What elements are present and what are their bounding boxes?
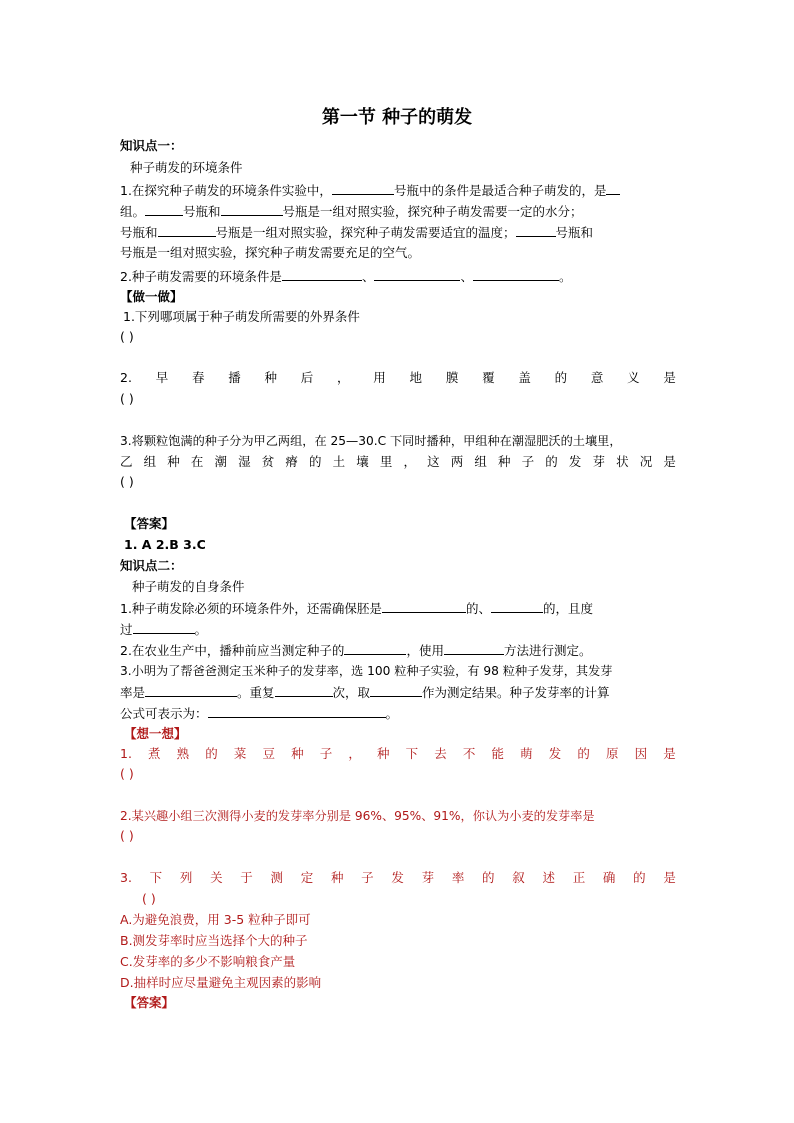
spread-char: 是 <box>663 370 676 385</box>
think-answer-heading: 【答案】 <box>124 995 175 1010</box>
kp2-q1-line1 <box>120 598 676 620</box>
kp2-q3-text-d: 次，取 <box>332 685 371 700</box>
kp2-q3-line1: 3.小明为了帮爸爸测定玉米种子的发芽率，选 100 粒种子实验，有 98 粒种子发芽，其发芽 <box>120 664 613 678</box>
think-q1-paren: ( ) <box>120 766 134 781</box>
practice-q2-paren: ( ) <box>120 391 134 406</box>
spread-char: 状 <box>616 454 629 469</box>
blank <box>516 222 556 237</box>
blank <box>275 682 333 697</box>
separator: 、 <box>460 269 473 284</box>
spread-char: 义 <box>627 370 640 385</box>
spread-char: 用 <box>373 370 386 385</box>
spread-char: 列 <box>179 870 193 885</box>
spread-char: 春 <box>191 370 205 385</box>
spread-char: 贫 <box>261 454 275 469</box>
kp1-q1-line4: 号瓶是一组对照实验，探究种子萌发需要充足的空气。 <box>120 245 421 260</box>
blank <box>374 266 460 281</box>
spread-char: 的 <box>577 746 590 761</box>
kp2-q1-text-c: 的，且度 <box>542 601 593 616</box>
spread-char: 的 <box>205 746 218 761</box>
spread-char: 种 <box>330 870 344 885</box>
think-q3-option-d: D.抽样时应尽量避免主观因素的影响 <box>120 975 322 990</box>
spread-char: ， <box>348 746 361 761</box>
spread-char: 原 <box>606 746 619 761</box>
blank <box>344 640 406 655</box>
spread-char: 是 <box>663 870 676 885</box>
blank <box>473 266 559 281</box>
spread-char: 下 <box>405 746 419 761</box>
think-q3-spread <box>120 868 676 889</box>
spread-char: 子 <box>361 870 374 885</box>
kp1-q1-text-a: 1.在探究种子萌发的环境条件实验中， <box>120 183 332 198</box>
spread-char: 下 <box>149 870 163 885</box>
kp1-q2 <box>120 266 676 288</box>
blank <box>158 222 216 237</box>
kp2-q3-text-f: 公式可表示为： <box>120 706 208 721</box>
kp1-q1-text-g: 号瓶是一组对照实验，探究种子萌发需要适宜的温度； <box>215 225 516 240</box>
practice-answers: 1. A 2.B 3.C <box>124 537 206 552</box>
spread-char: 不 <box>462 746 476 761</box>
practice-heading: 【做一做】 <box>120 289 183 304</box>
practice-q1: 1.下列哪项属于种子萌发所需要的外界条件 <box>123 309 360 324</box>
spread-char: 2. <box>120 370 132 385</box>
spread-char: 瘠 <box>285 454 298 469</box>
spread-char: 种 <box>264 370 277 385</box>
spread-char: 土 <box>332 454 346 469</box>
spread-char: 种 <box>291 746 304 761</box>
think-q2: 2.某兴趣小组三次测得小麦的发芽率分别是 96%、95%、91%，你认为小麦的发芽率是 <box>120 809 595 823</box>
kp2-q1-line2 <box>120 619 676 641</box>
think-q3-paren: ( ) <box>142 891 156 906</box>
spread-char: 覆 <box>482 370 495 385</box>
kp2-q2-text-c: 方法进行测定。 <box>503 643 592 658</box>
spread-char: 菜 <box>233 746 247 761</box>
spread-char: 潮 <box>214 454 228 469</box>
spread-char: 的 <box>309 454 322 469</box>
think-heading: 【想一想】 <box>124 726 187 741</box>
spread-char: 湿 <box>238 454 251 469</box>
blank <box>145 201 183 216</box>
period: 。 <box>385 706 399 721</box>
spread-char: 后 <box>300 370 314 385</box>
practice-answer-heading: 【答案】 <box>124 516 175 531</box>
spread-char: 早 <box>155 370 169 385</box>
spread-char: 里 <box>379 454 393 469</box>
spread-char: 1. <box>120 746 132 761</box>
spread-char: 测 <box>270 870 284 885</box>
kp2-q1-text-e: 。 <box>194 622 208 637</box>
spread-char: ， <box>403 454 417 469</box>
spread-char: 的 <box>545 454 558 469</box>
spread-char: 芽 <box>421 870 435 885</box>
practice-q3-paren: ( ) <box>120 474 134 489</box>
spread-char: 的 <box>633 870 646 885</box>
blank <box>382 598 466 613</box>
kp1-heading: 知识点一： <box>120 138 183 153</box>
spread-char: 播 <box>228 370 241 385</box>
spread-char: 子 <box>319 746 333 761</box>
spread-char: 的 <box>482 870 495 885</box>
spread-char: 叙 <box>512 870 525 885</box>
spread-char: 意 <box>590 370 604 385</box>
spread-char: 定 <box>300 870 314 885</box>
spread-char: 确 <box>602 870 616 885</box>
kp1-subheading: 种子萌发的环境条件 <box>130 160 243 175</box>
kp2-q3-text-b: 率是 <box>120 685 146 700</box>
practice-q1-paren: ( ) <box>120 329 134 344</box>
spread-char: 况 <box>639 454 653 469</box>
kp1-q2-text: 2.种子萌发需要的环境条件是 <box>120 269 282 284</box>
spread-char: 的 <box>554 370 568 385</box>
blank <box>133 619 195 634</box>
think-q3-option-b: B.测发芽率时应当选择个大的种子 <box>120 933 308 948</box>
kp1-q1-text-e: 号瓶是一组对照实验，探究种子萌发需要一定的水分； <box>282 204 583 219</box>
spread-char: 3. <box>120 870 132 885</box>
kp2-subheading: 种子萌发的自身条件 <box>132 579 245 594</box>
blank <box>221 201 283 216</box>
spread-char: 种 <box>377 746 390 761</box>
spread-char: 膜 <box>445 370 459 385</box>
blank <box>444 640 504 655</box>
kp2-q3-line2 <box>120 682 676 704</box>
kp1-q1-text-d: 号瓶和 <box>183 204 221 219</box>
spread-char: 两 <box>450 454 464 469</box>
kp2-q2-text-a: 2.在农业生产中，播种前应当测定种子的 <box>120 643 345 658</box>
blank <box>332 180 394 195</box>
kp2-q3-text-c: 。重复 <box>237 685 275 700</box>
think-q3-option-a: A.为避免浪费，用 3-5 粒种子即可 <box>120 912 311 927</box>
spread-char: 豆 <box>262 746 276 761</box>
spread-char: 乙 <box>120 454 133 469</box>
spread-char: 子 <box>521 454 535 469</box>
think-q2-paren: ( ) <box>120 828 134 843</box>
kp1-q1-line2 <box>120 201 676 223</box>
think-q3-option-c: C.发芽率的多少不影响粮食产量 <box>120 954 296 969</box>
blank <box>606 180 620 195</box>
spread-char: 发 <box>548 746 562 761</box>
page-title: 第一节 种子的萌发 <box>321 107 473 128</box>
kp1-q1-line3 <box>120 222 676 244</box>
kp1-q1-text-f: 号瓶和 <box>120 225 158 240</box>
spread-char: 熟 <box>176 746 190 761</box>
kp2-q1-text-a: 1.种子萌发除必须的环境条件外，还需确保胚是 <box>120 601 382 616</box>
spread-char: 种 <box>498 454 511 469</box>
spread-char: 述 <box>542 870 555 885</box>
spread-char: 发 <box>391 870 404 885</box>
spread-char: 盖 <box>518 370 531 385</box>
blank <box>282 266 362 281</box>
blank <box>491 598 543 613</box>
spread-char: 关 <box>210 870 223 885</box>
blank <box>208 703 386 718</box>
spread-char: 正 <box>572 870 586 885</box>
kp2-q1-text-d: 过 <box>120 622 133 637</box>
kp2-heading: 知识点二： <box>120 558 183 573</box>
separator: 、 <box>361 269 375 284</box>
spread-char: 组 <box>474 454 487 469</box>
period: 。 <box>558 269 572 284</box>
think-q1-spread <box>120 744 676 765</box>
kp2-q1-text-b: 的、 <box>465 601 491 616</box>
kp1-q1-line1 <box>120 180 676 202</box>
kp1-q1-text-c: 组。 <box>120 204 146 219</box>
spread-char: 芽 <box>592 454 606 469</box>
spread-char: 这 <box>427 454 440 469</box>
spread-char: 是 <box>663 454 676 469</box>
kp1-q1-text-h: 号瓶和 <box>555 225 594 240</box>
spread-char: 地 <box>409 370 423 385</box>
spread-char: ， <box>337 370 350 385</box>
kp1-q1-text-b: 号瓶中的条件是最适合种子萌发的，是 <box>393 183 607 198</box>
spread-char: 在 <box>190 454 204 469</box>
spread-char: 壤 <box>356 454 369 469</box>
spread-char: 萌 <box>520 746 533 761</box>
spread-char: 种 <box>167 454 180 469</box>
spread-char: 率 <box>451 870 465 885</box>
spread-char: 于 <box>240 870 253 885</box>
spread-char: 是 <box>663 746 676 761</box>
spread-char: 煮 <box>148 746 161 761</box>
practice-q2-spread <box>120 368 676 389</box>
practice-q3-spread <box>120 452 676 473</box>
practice-q3-line1: 3.将颗粒饱满的种子分为甲乙两组，在 25—30.C 下同时播种，甲组种在潮湿肥沃的土壤里， <box>120 434 622 448</box>
blank <box>145 682 237 697</box>
spread-char: 因 <box>634 746 648 761</box>
spread-char: 组 <box>143 454 157 469</box>
spread-char: 发 <box>568 454 582 469</box>
spread-char: 去 <box>434 746 447 761</box>
kp2-q2-text-b: ，使用 <box>406 643 444 658</box>
kp2-q2 <box>120 640 676 662</box>
spread-char: 能 <box>491 746 505 761</box>
kp2-q3-text-e: 作为测定结果。种子发芽率的计算 <box>422 685 610 700</box>
kp2-q3-line3 <box>120 703 676 725</box>
blank <box>370 682 422 697</box>
